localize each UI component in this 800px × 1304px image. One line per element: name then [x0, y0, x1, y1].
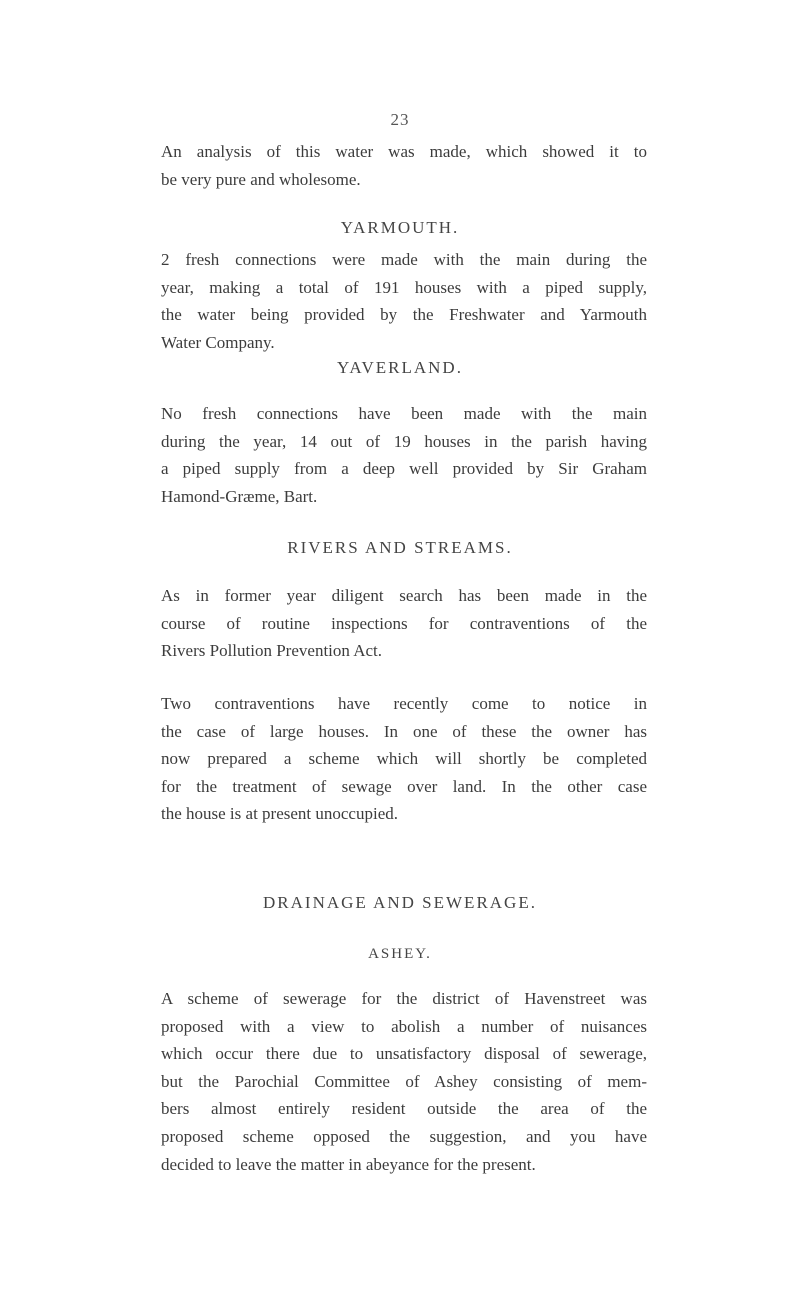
- yarmouth-paragraph: [161, 246, 647, 356]
- rivers-paragraph-2: [161, 690, 647, 828]
- subheading-ashey: ASHEY.: [368, 946, 432, 962]
- text-line: but the Parochial Committee of Ashey consisting of mem-: [161, 1071, 647, 1091]
- text-line: the water being provided by the Freshwater and Yarmouth: [161, 305, 647, 325]
- text-line: during the year, 14 out of 19 houses in the parish having: [161, 431, 647, 451]
- section-heading-rivers: RIVERS AND STREAMS.: [287, 538, 513, 557]
- text-line: No fresh connections have been made with the main: [161, 404, 647, 423]
- text-line: Two contraventions have recently come to notice in: [161, 694, 647, 713]
- section-heading-drainage: DRAINAGE AND SEWERAGE.: [263, 893, 537, 912]
- text-line: course of routine inspections for contraventions of the: [161, 613, 647, 633]
- text-line: now prepared a scheme which will shortly be completed: [161, 749, 647, 769]
- text-line: 2 fresh connections were made with the main during the: [161, 250, 647, 269]
- drainage-paragraph: [161, 985, 647, 1178]
- text-line: Rivers Pollution Prevention Act.: [161, 641, 382, 661]
- text-line: proposed scheme opposed the suggestion, and you have: [161, 1126, 647, 1146]
- text-line: for the treatment of sewage over land. In the other case: [161, 776, 647, 796]
- text-line: proposed with a view to abolish a number of nuisances: [161, 1016, 647, 1036]
- text-line: year, making a total of 191 houses with a piped supply,: [161, 277, 647, 297]
- text-line: As in former year diligent search has been made in the: [161, 586, 647, 605]
- text-line: decided to leave the matter in abeyance for the present.: [161, 1154, 536, 1174]
- text-line: which occur there due to unsatisfactory disposal of sewerage,: [161, 1044, 647, 1064]
- text-line: bers almost entirely resident outside the area of the: [161, 1099, 647, 1119]
- yaverland-paragraph: [161, 400, 647, 510]
- section-heading-yaverland: YAVERLAND.: [337, 358, 463, 377]
- text-line: be very pure and wholesome.: [161, 169, 361, 189]
- text-line: A scheme of sewerage for the district of Havenstreet was: [161, 989, 647, 1008]
- section-heading-yarmouth: YARMOUTH.: [340, 218, 460, 237]
- text-line: Water Company.: [161, 332, 275, 352]
- page-number: 23: [390, 110, 410, 129]
- text-line: a piped supply from a deep well provided by Sir Graham: [161, 459, 647, 479]
- text-line: the case of large houses. In one of these the owner has: [161, 721, 647, 741]
- text-line: An analysis of this water was made, which showed it to: [161, 142, 647, 161]
- rivers-paragraph-1: [161, 582, 647, 665]
- text-line: Hamond-Græme, Bart.: [161, 486, 318, 506]
- intro-paragraph: [161, 138, 647, 193]
- text-line: the house is at present unoccupied.: [161, 804, 398, 824]
